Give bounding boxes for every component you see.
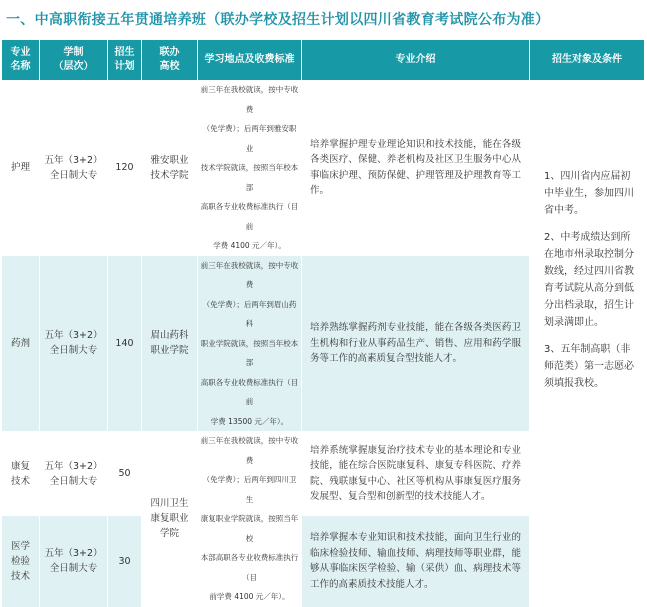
section-title: 一、中高职衔接五年贯通培养班（联办学校及招生计划以四川省教育考试院公布为准）: [6, 12, 550, 28]
intro-cell: 培养系统掌握康复治疗技术专业的基本理论和专业技能，能在综合医院康复科、康复专科医院、疗养院、残联康复中心、社区等机构从事康复医疗服务发展型、复合型和创新型的技术技能人才。: [302, 431, 530, 516]
system-cell: 五年（3+2） 全日制大专: [40, 516, 108, 606]
header-intro: 专业介绍: [302, 40, 530, 80]
header-fee: 学习地点及收费标准: [198, 40, 302, 80]
shared-college-cell: 四川卫生 康复职业 学院: [142, 431, 198, 607]
intro-cell: 培养熟练掌握药剂专业技能，能在各级各类医药卫生机构和行业从事药品生产、销售、应用和药学服务等工作的高素质复合型技能人才。: [302, 256, 530, 432]
system-cell: 五年（3+2） 全日制大专: [40, 256, 108, 432]
header-major: 专业 名称: [2, 40, 40, 80]
fee-cell: 前三年在我校就读，按中专收费 （免学费）；后两年到雅安职业 技术学院就读，按照当年校本部 高职各专业收费标准执行（目前 学费 4100 元／年）。: [198, 80, 302, 256]
intro-cell: 培养掌握护理专业理论知识和技术技能，能在各级各类医疗、保健、养老机构及社区卫生服务中心从事临床护理、预防保健、护理管理及护理教育等工作。: [302, 80, 530, 256]
conditions-cell: [530, 80, 645, 607]
college-cell: 眉山药科 职业学院: [142, 256, 198, 432]
plan-cell: 120: [108, 80, 142, 256]
header-conditions: 招生对象及条件: [530, 40, 645, 80]
intro-cell: 培养掌握本专业知识和技术技能，面向卫生行业的临床检验技师、输血技师、病理技师等职业群，能够从事临床医学检验、输（采供）血、病理技术等工作的高素质技术技能人才。: [302, 516, 530, 606]
table-row: [2, 80, 645, 256]
condition-item: 2、中考成绩达到所在地市州录取控制分数线，经过四川省教育考试院从高分到低分出档录取，招生计划录满即止。: [544, 232, 634, 328]
header-college: 联办 高校: [142, 40, 198, 80]
major-cell: 护理: [2, 80, 40, 256]
table-header-row: [2, 40, 645, 80]
condition-item: 1、四川省内应届初中毕业生，参加四川省中考。: [544, 171, 634, 216]
major-cell: 医学 检验 技术: [2, 516, 40, 606]
header-plan: 招生 计划: [108, 40, 142, 80]
plan-cell: 50: [108, 431, 142, 516]
enrollment-table: [2, 40, 645, 607]
major-cell: 康复 技术: [2, 431, 40, 516]
major-cell: 药剂: [2, 256, 40, 432]
condition-item: 3、五年制高职（非师范类）第一志愿必须填报我校。: [544, 344, 634, 389]
system-cell: 五年（3+2） 全日制大专: [40, 431, 108, 516]
plan-cell: 30: [108, 516, 142, 606]
plan-cell: 140: [108, 256, 142, 432]
shared-fee-cell: 前三年在我校就读，按中专收费 （免学费）；后两年到四川卫生 康复职业学院就读，按照当年校 本部高职各专业收费标准执行（目 前学费 4100 元／年）。: [198, 431, 302, 607]
fee-cell: 前三年在我校就读，按中专收费 （免学费）；后两年到眉山药科 职业学院就读，按照当年校本部 高职各专业收费标准执行（目前 学费 13500 元／年）。: [198, 256, 302, 432]
college-cell: 雅安职业 技术学院: [142, 80, 198, 256]
system-cell: 五年（3+2） 全日制大专: [40, 80, 108, 256]
header-system: 学制 （层次）: [40, 40, 108, 80]
